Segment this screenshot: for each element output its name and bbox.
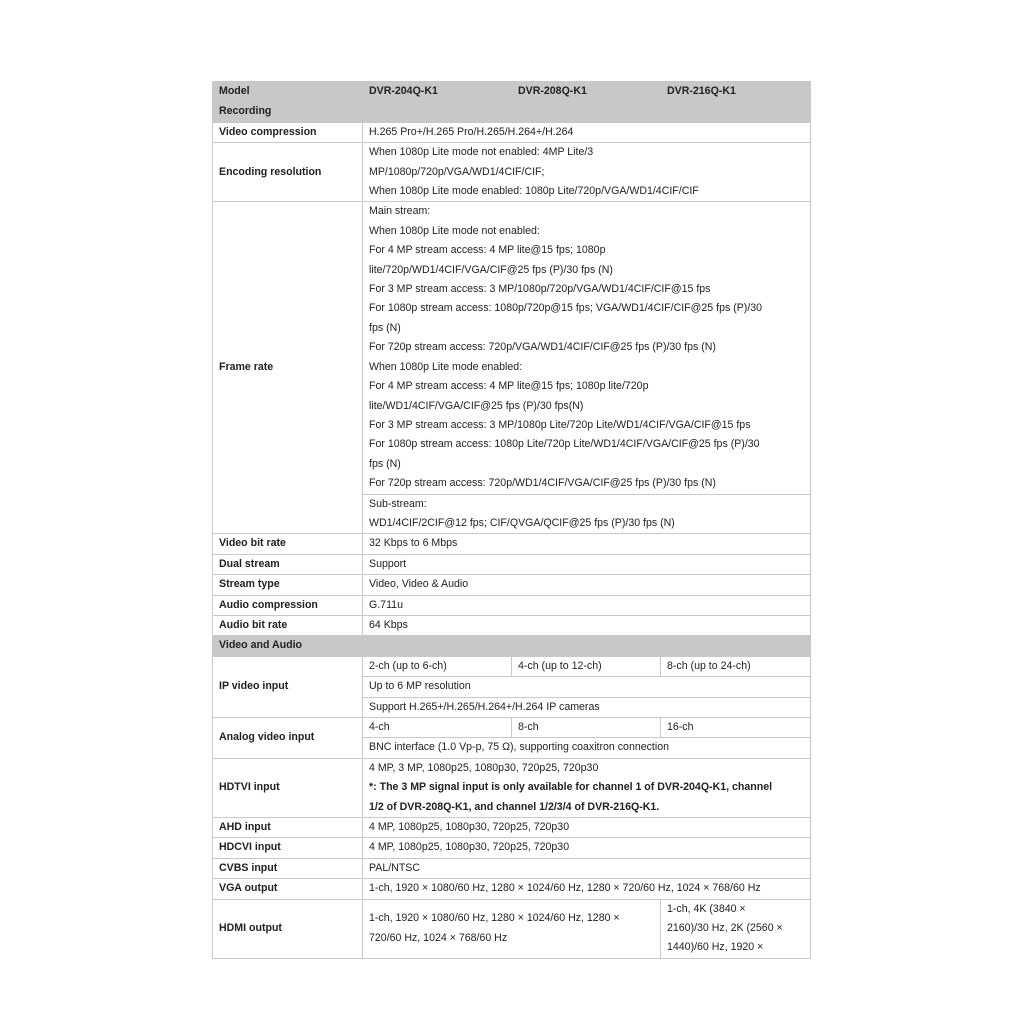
row-value: 1-ch, 1920 × 1080/60 Hz, 1280 × 1024/60 Hz, 1280 × 720/60 Hz, 1024 × 768/60 Hz [363, 879, 811, 899]
table-row [213, 899, 811, 958]
value-line: Main stream: [369, 205, 431, 218]
channel-cell: 16-ch [661, 718, 811, 738]
section-video-audio [213, 636, 811, 656]
table-row [213, 838, 811, 858]
row-value: PAL/NTSC [363, 858, 811, 878]
table-row [213, 122, 811, 142]
row-value: H.265 Pro+/H.265 Pro/H.265/H.264+/H.264 [363, 122, 811, 142]
frame-rate-sub [363, 494, 811, 534]
table-row [213, 534, 811, 554]
value-line: For 4 MP stream access: 4 MP lite@15 fps; 1080p lite/720p [369, 380, 649, 393]
value-line: For 1080p stream access: 1080p Lite/720p Lite/WD1/4CIF/VGA/CIF@25 fps (P)/30 [369, 438, 760, 451]
row-value: 64 Kbps [363, 615, 811, 635]
value-line: For 720p stream access: 720p/WD1/4CIF/VGA/CIF@25 fps (P)/30 fps (N) [369, 477, 716, 490]
row-label: Audio bit rate [213, 615, 363, 635]
table-row [213, 879, 811, 899]
channel-cell: 2-ch (up to 6-ch) [363, 656, 512, 676]
row-label: Analog video input [213, 718, 363, 759]
value-line: When 1080p Lite mode not enabled: 4MP Lite/3 [369, 146, 594, 159]
table-row [213, 595, 811, 615]
channel-cell: 8-ch [512, 718, 661, 738]
row-label: Frame rate [213, 202, 363, 534]
row-label: HDCVI input [213, 838, 363, 858]
value-line: lite/720p/WD1/4CIF/VGA/CIF@25 fps (P)/30 fps (N) [369, 263, 613, 276]
frame-rate-main [363, 202, 811, 494]
value-line: 4 MP, 3 MP, 1080p25, 1080p30, 720p25, 720p30 [369, 761, 599, 774]
value-line: For 3 MP stream access: 3 MP/1080p/720p/VGA/WD1/4CIF/CIF@15 fps [369, 283, 711, 296]
table-row [213, 818, 811, 838]
value-line: 720/60 Hz, 1024 × 768/60 Hz [369, 931, 508, 944]
value-line: 1440)/60 Hz, 1920 × [667, 941, 764, 954]
spec-sheet [212, 81, 810, 959]
table-row [213, 615, 811, 635]
value-line: For 4 MP stream access: 4 MP lite@15 fps; 1080p [369, 244, 606, 257]
section-title: Video and Audio [213, 636, 811, 656]
row-value: G.711u [363, 595, 811, 615]
value-line: For 3 MP stream access: 3 MP/1080p Lite/720p Lite/WD1/4CIF/VGA/CIF@15 fps [369, 418, 751, 431]
hdmi-output-standard [363, 899, 661, 958]
table-row [213, 656, 811, 676]
row-value: BNC interface (1.0 Vp-p, 75 Ω), supporting coaxitron connection [363, 738, 811, 758]
spec-table [212, 81, 811, 959]
row-value: 32 Kbps to 6 Mbps [363, 534, 811, 554]
row-label: HDTVI input [213, 758, 363, 817]
value-line: When 1080p Lite mode not enabled: [369, 224, 540, 237]
model-dvr-204q: DVR-204Q-K1 [363, 82, 512, 102]
value-line: WD1/4CIF/2CIF@12 fps; CIF/QVGA/QCIF@25 fps (P)/30 fps (N) [369, 516, 675, 529]
value-line: fps (N) [369, 321, 401, 334]
row-value: Support [363, 554, 811, 574]
row-label: Audio compression [213, 595, 363, 615]
table-row [213, 143, 811, 202]
row-label: Stream type [213, 575, 363, 595]
row-value: Video, Video & Audio [363, 575, 811, 595]
row-label: HDMI output [213, 899, 363, 958]
section-recording [213, 102, 811, 122]
row-label: Video compression [213, 122, 363, 142]
channel-cell: 4-ch (up to 12-ch) [512, 656, 661, 676]
row-label: VGA output [213, 879, 363, 899]
table-header-row [213, 82, 811, 102]
row-label: Video bit rate [213, 534, 363, 554]
hdtvi-note-line: 1/2 of DVR-208Q-K1, and channel 1/2/3/4 of DVR-216Q-K1. [369, 800, 660, 813]
hdmi-output-4k [661, 899, 811, 958]
value-line: lite/WD1/4CIF/VGA/CIF@25 fps (P)/30 fps(N) [369, 399, 584, 412]
row-value [363, 758, 811, 817]
value-line: For 720p stream access: 720p/VGA/WD1/4CIF/CIF@25 fps (P)/30 fps (N) [369, 341, 716, 354]
value-line: fps (N) [369, 457, 401, 470]
section-title: Recording [213, 102, 811, 122]
value-line: MP/1080p/720p/VGA/WD1/4CIF/CIF; [369, 165, 545, 178]
row-value: Up to 6 MP resolution [363, 677, 811, 697]
channel-cell: 4-ch [363, 718, 512, 738]
row-label: CVBS input [213, 858, 363, 878]
row-value: 4 MP, 1080p25, 1080p30, 720p25, 720p30 [363, 818, 811, 838]
row-label: Dual stream [213, 554, 363, 574]
value-line: When 1080p Lite mode enabled: [369, 360, 523, 373]
hdtvi-note-line: *: The 3 MP signal input is only available for channel 1 of DVR-204Q-K1, channel [369, 781, 773, 794]
value-line: 2160)/30 Hz, 2K (2560 × [667, 922, 783, 935]
model-label: Model [213, 82, 363, 102]
value-line: For 1080p stream access: 1080p/720p@15 fps; VGA/WD1/4CIF/CIF@25 fps (P)/30 [369, 302, 763, 315]
table-row [213, 758, 811, 817]
table-row [213, 858, 811, 878]
model-dvr-208q: DVR-208Q-K1 [512, 82, 661, 102]
value-line: Sub-stream: [369, 497, 427, 510]
row-value [363, 143, 811, 202]
value-line: 1-ch, 1920 × 1080/60 Hz, 1280 × 1024/60 Hz, 1280 × [369, 912, 620, 925]
table-row [213, 718, 811, 738]
row-label: IP video input [213, 656, 363, 717]
row-label: Encoding resolution [213, 143, 363, 202]
model-dvr-216q: DVR-216Q-K1 [661, 82, 811, 102]
table-row [213, 202, 811, 494]
row-label: AHD input [213, 818, 363, 838]
row-value: 4 MP, 1080p25, 1080p30, 720p25, 720p30 [363, 838, 811, 858]
value-line: When 1080p Lite mode enabled: 1080p Lite/720p/VGA/WD1/4CIF/CIF [369, 185, 699, 198]
table-row [213, 554, 811, 574]
table-row [213, 575, 811, 595]
value-line: 1-ch, 4K (3840 × [667, 902, 746, 915]
channel-cell: 8-ch (up to 24-ch) [661, 656, 811, 676]
row-value: Support H.265+/H.265/H.264+/H.264 IP cameras [363, 697, 811, 717]
